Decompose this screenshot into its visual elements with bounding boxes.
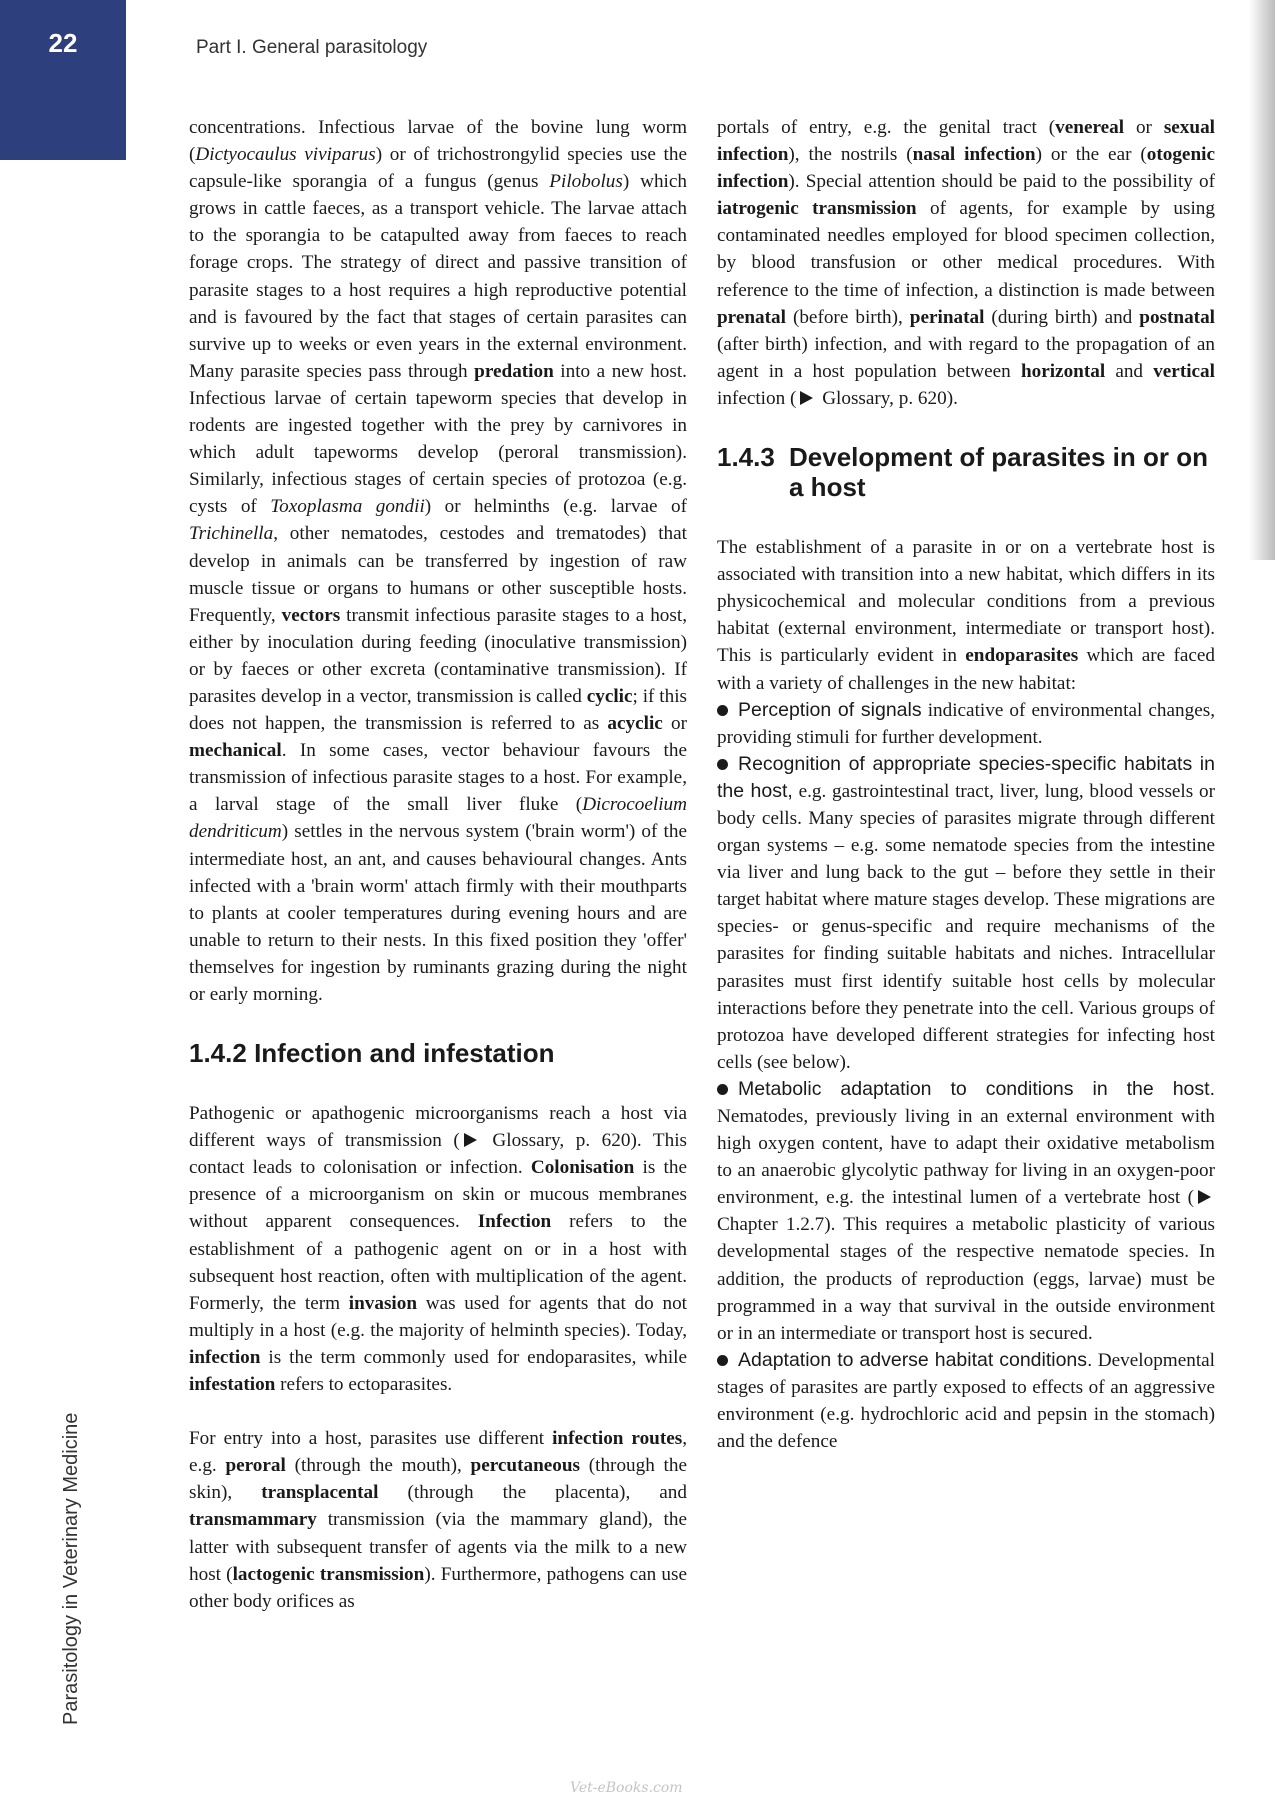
- page-edge-shadow: [1249, 0, 1275, 560]
- bullet-icon: [717, 1084, 728, 1095]
- bullet-item: Recognition of appropriate species-specific habitats in the host, e.g. gastrointestinal tract, liver, lung, blood vessels or body cells. Many species of parasites migrate through different organ systems – e.g. some nematode species from the intestine via liver and lung back to the gut – before they settle in their target habitat where mature stages develop. These migrations are species- or genus-specific and require mechanisms of the parasites for finding suitable habitats and niches. Intracellular parasites must first identify suitable host cells by molecular interactions before they penetrate into the cell. Various groups of protozoa have developed different strategies for infecting host cells (see below).: [717, 752, 1215, 1073]
- section-heading: 1.4.3 Development of parasites in or on a host: [717, 442, 1208, 503]
- footer-watermark: Vet-eBooks.com: [570, 1780, 683, 1796]
- bullet-icon: [717, 1355, 728, 1366]
- left-column: [189, 114, 687, 1615]
- paragraph: For entry into a host, parasites use different infection routes, e.g. peroral (through the mouth), percutaneous (through the skin), transplacental (through the placenta), and transmammary transmission (via the mammary gland), the latter with subsequent transfer of agents via the milk to a new host (lactogenic transmission). Furthermore, pathogens can use other body orifices as: [189, 1428, 688, 1612]
- page-number: 22: [48, 28, 78, 58]
- arrow-icon: [800, 391, 813, 405]
- arrow-icon: [464, 1133, 477, 1147]
- running-head: Part I. General parasitology: [196, 37, 428, 58]
- bullet-icon: [717, 705, 728, 716]
- paragraph: The establishment of a parasite in or on a vertebrate host is associated with transition into a new habitat, which differs in its physicochemical and molecular conditions from a previous habitat (external environment, intermediate or transport host). This is particularly evident in endoparasites which are faced with a variety of challenges in the new habitat:: [717, 537, 1215, 694]
- paragraph: portals of entry, e.g. the genital tract (venereal or sexual infection), the nostrils (nasal infection) or the ear (otogenic infection). Special attention should be paid to the possibility of iatrogenic transmission of agents, for example by using contaminated needles employed for blood specimen collection, by blood transfusion or other medical procedures. With reference to the time of infection, a distinction is made between prenatal (before birth), perinatal (during birth) and postnatal (after birth) infection, and with regard to the propagation of an agent in a host population between horizontal and vertical infection ( Glossary, p. 620).: [717, 117, 1216, 409]
- bullet-item: Perception of signals indicative of environmental changes, providing stimuli for further development.: [717, 698, 1215, 748]
- side-label: Parasitology in Veterinary Medicine: [60, 1412, 82, 1725]
- arrow-icon: [1198, 1190, 1211, 1204]
- bullet-item: Metabolic adaptation to conditions in the host. Nematodes, previously living in an external environment with high oxygen content, have to adapt their oxidative metabolism to an anaerobic glycolytic pathway for living in an oxygen-poor environment, e.g. the intestinal lumen of a vertebrate host ( Chapter 1.2.7). This requires a metabolic plasticity of various developmental stages of the respective nematode species. In addition, the products of reproduction (eggs, larvae) must be programmed in a way that survival in the outside environment or in an intermediate or transport host is secured.: [717, 1077, 1215, 1344]
- page-number-tab: [0, 0, 126, 160]
- paragraph: Pathogenic or apathogenic microorganisms reach a host via different ways of transmission ( Glossary, p. 620). This contact leads to colonisation or infection. Colonisation is the presence of a microorganism on skin or mucous membranes without apparent consequences. Infection refers to the establishment of a pathogenic agent on or in a host with subsequent host reaction, often with multiplication of the agent. Formerly, the term invasion was used for agents that do not multiply in a host (e.g. the majority of helminth species). Today, infection is the term commonly used for endoparasites, while infestation refers to ectoparasites.: [189, 1103, 687, 1396]
- paragraph: concentrations. Infectious larvae of the bovine lung worm (Dictyocaulus viviparus) or of trichostrongylid species use the capsule-like sporangia of a fungus (genus Pilobolus) which grows in cattle faeces, as a transport vehicle. The larvae attach to the sporangia to be catapulted away from faeces to reach forage crops. The strategy of direct and passive transition of parasite stages to a host requires a high reproductive potential and is favoured by the fact that stages of certain parasites can survive up to weeks or even years in the external environment. Many parasite species pass through predation into a new host. Infectious larvae of certain tapeworm species that develop in rodents are ingested together with the prey by carnivores in which adult tapeworms develop (peroral transmission). Similarly, infectious stages of certain species of protozoa (e.g. cysts of Toxoplasma gondii) or helminths (e.g. larvae of Trichinella, other nematodes, cestodes and trematodes) that develop in animals can be transferred by ingestion of raw muscle tissue or organs to humans or other susceptible hosts. Frequently, vectors transmit infectious parasite stages to a host, either by inoculation during feeding (inoculative transmission) or by faeces or other excreta (contaminative transmission). If parasites develop in a vector, transmission is called cyclic; if this does not happen, the transmission is referred to as acyclic or mechanical. In some cases, vector behaviour favours the transmission of infectious parasite stages to a host. For example, a larval stage of the small liver fluke (Dicrocoelium dendriticum) settles in the nervous system ('brain worm') of the intermediate host, an ant, and causes behavioural changes. Ants infected with a 'brain worm' attach firmly with their mouthparts to plants at cooler temperatures during evening hours and are unable to return to their nests. In this fixed position they 'offer' themselves for ingestion by ruminants grazing during the night or early morning.: [189, 117, 687, 1005]
- bullet-item: Adaptation to adverse habitat conditions. Developmental stages of parasites are partly exposed to effects of an aggressive environment (e.g. hydrochloric acid and pepsin in the stomach) and the defence: [717, 1348, 1215, 1453]
- right-column: [717, 114, 1215, 1455]
- section-heading: 1.4.2 Infection and infestation: [189, 1038, 555, 1069]
- bullet-icon: [717, 759, 728, 770]
